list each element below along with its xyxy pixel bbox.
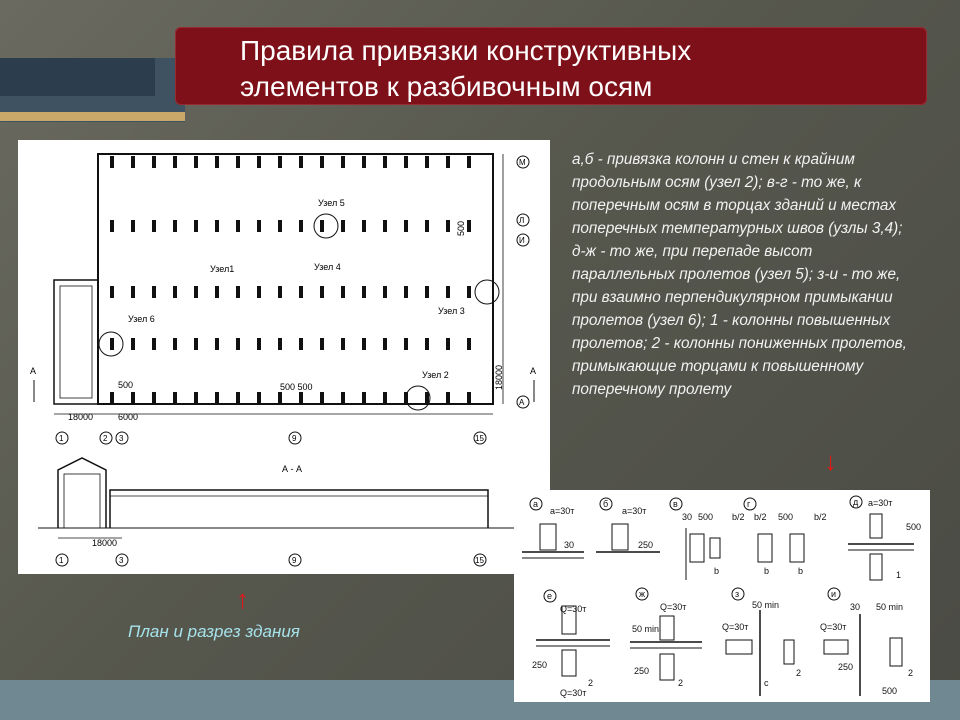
svg-text:и: и	[831, 589, 837, 599]
axis-bubble-section	[474, 554, 486, 566]
column-mark	[425, 338, 429, 350]
column-mark	[341, 220, 345, 232]
column-mark	[299, 392, 303, 404]
column-mark	[446, 286, 450, 298]
column-mark	[383, 156, 387, 168]
dim-label: 500	[456, 220, 466, 236]
column-mark	[215, 392, 219, 404]
section-bay	[64, 474, 100, 528]
svg-text:1: 1	[59, 434, 64, 443]
column-mark	[257, 338, 261, 350]
svg-text:А: А	[519, 398, 525, 407]
column-mark	[215, 338, 219, 350]
column-mark	[383, 392, 387, 404]
node-label: Узел 6	[128, 314, 155, 324]
column-mark	[278, 286, 282, 298]
column-mark	[467, 338, 471, 350]
column-mark	[362, 220, 366, 232]
svg-text:2: 2	[588, 678, 594, 688]
dim-label: 18000	[68, 412, 94, 422]
column-mark	[467, 392, 471, 404]
column-mark	[404, 338, 408, 350]
column-mark	[425, 392, 429, 404]
column-mark	[194, 286, 198, 298]
svg-text:г: г	[747, 499, 751, 509]
detail-g	[732, 498, 827, 576]
column-mark	[425, 156, 429, 168]
detail-b	[596, 498, 660, 552]
svg-text:30: 30	[564, 540, 575, 550]
column-mark	[341, 156, 345, 168]
slide-title: Правила привязки конструктивных элементов к разбивочным осям	[240, 35, 692, 102]
axis-bubble-bottom	[289, 432, 301, 444]
column-mark	[236, 156, 240, 168]
column-mark	[173, 392, 177, 404]
svg-text:Q=30т: Q=30т	[560, 604, 587, 614]
detail-d	[848, 496, 921, 580]
column-mark	[194, 156, 198, 168]
column-mark	[299, 156, 303, 168]
column-mark	[131, 338, 135, 350]
axis-bubble-section	[116, 554, 128, 566]
svg-text:c: c	[764, 678, 769, 688]
node-label: Узел 3	[438, 306, 465, 316]
column-mark	[299, 338, 303, 350]
column-mark	[299, 286, 303, 298]
svg-text:b/2: b/2	[754, 512, 767, 522]
column-mark	[110, 156, 114, 168]
column-mark	[446, 338, 450, 350]
node-label: Узел 5	[318, 198, 345, 208]
column-mark	[152, 220, 156, 232]
column-mark	[278, 392, 282, 404]
svg-text:50 min: 50 min	[752, 600, 780, 610]
svg-text:3: 3	[119, 556, 124, 565]
column-mark	[425, 220, 429, 232]
column-grid	[110, 156, 471, 404]
axis-bubble-section	[289, 554, 301, 566]
axis-bubble-right	[517, 156, 529, 168]
column-mark	[299, 220, 303, 232]
node-circle	[314, 214, 338, 238]
dim-label: 18000	[92, 538, 118, 548]
axis-bubble-bottom	[56, 432, 68, 444]
svg-text:з: з	[735, 589, 740, 599]
svg-text:9: 9	[292, 434, 297, 443]
svg-text:И: И	[519, 236, 525, 245]
column-mark	[446, 156, 450, 168]
svg-text:9: 9	[292, 556, 297, 565]
svg-text:50 min: 50 min	[876, 602, 904, 612]
column-mark	[215, 220, 219, 232]
decor-gold-line	[0, 112, 185, 121]
section-mark: А	[30, 366, 37, 376]
detail-i	[820, 588, 913, 696]
svg-text:500: 500	[882, 686, 898, 696]
details-svg	[514, 490, 930, 702]
plan-svg	[18, 140, 550, 574]
column-mark	[194, 338, 198, 350]
svg-text:b: b	[714, 566, 720, 576]
axis-bubble-section	[56, 554, 68, 566]
svg-text:Л: Л	[519, 216, 525, 225]
column-mark	[236, 220, 240, 232]
node-details-drawing	[514, 490, 930, 702]
column-mark	[257, 220, 261, 232]
column-mark	[236, 286, 240, 298]
detail-a	[522, 498, 584, 558]
svg-text:2: 2	[796, 668, 802, 678]
svg-text:500: 500	[778, 512, 794, 522]
column-mark	[257, 286, 261, 298]
svg-text:15: 15	[475, 556, 484, 565]
axis-bubble-bottom	[474, 432, 486, 444]
column-mark	[152, 392, 156, 404]
svg-text:д: д	[853, 497, 859, 507]
column-mark	[341, 286, 345, 298]
arrow-down-icon: ↓	[824, 446, 837, 476]
svg-text:b: b	[764, 566, 770, 576]
column-mark	[362, 156, 366, 168]
axis-bubble-right	[517, 234, 529, 246]
svg-text:Q=30т: Q=30т	[722, 622, 749, 632]
column-mark	[404, 286, 408, 298]
column-mark	[173, 220, 177, 232]
svg-text:1: 1	[59, 556, 64, 565]
svg-text:Q=30т: Q=30т	[560, 688, 587, 698]
column-mark	[110, 338, 114, 350]
column-mark	[278, 220, 282, 232]
svg-text:500: 500	[906, 522, 922, 532]
plan-annex	[54, 280, 98, 404]
axis-bubble-bottom	[116, 432, 128, 444]
dim-label: 6000	[118, 412, 139, 422]
building-plan-drawing	[18, 140, 550, 574]
column-mark	[152, 286, 156, 298]
svg-text:15: 15	[475, 434, 484, 443]
column-mark	[215, 286, 219, 298]
column-mark	[110, 392, 114, 404]
detail-v	[670, 498, 720, 580]
svg-text:Q=30т: Q=30т	[820, 622, 847, 632]
svg-text:30: 30	[850, 602, 861, 612]
column-mark	[404, 220, 408, 232]
column-mark	[173, 338, 177, 350]
svg-text:3: 3	[119, 434, 124, 443]
column-mark	[446, 220, 450, 232]
detail-z	[722, 588, 801, 696]
plan-caption: План и разрез здания	[128, 622, 300, 641]
column-mark	[278, 156, 282, 168]
svg-text:а=30т: а=30т	[550, 506, 575, 516]
svg-text:b/2: b/2	[814, 512, 827, 522]
plan-annex-inner	[60, 286, 92, 398]
column-mark	[194, 220, 198, 232]
column-mark	[173, 156, 177, 168]
column-mark	[446, 392, 450, 404]
column-mark	[131, 286, 135, 298]
section-title: А - А	[282, 464, 303, 474]
column-mark	[320, 286, 324, 298]
svg-text:2: 2	[908, 668, 914, 678]
decor-bar-dark	[0, 58, 155, 96]
column-mark	[320, 220, 324, 232]
column-mark	[320, 392, 324, 404]
svg-text:е: е	[547, 591, 553, 601]
column-mark	[383, 220, 387, 232]
column-mark	[362, 338, 366, 350]
column-mark	[257, 156, 261, 168]
column-mark	[320, 338, 324, 350]
svg-text:2: 2	[678, 678, 684, 688]
description-text: а,б - привязка колонн и стен к крайним продольным осям (узел 2); в-г - то же, к поперечным осям в торцах зданий и местах поперечных температурных швов (узлы 3,4); д-ж - то же, при перепаде высот параллельных пролетов (узел 5); з-и - то же, при взаимно перпендикулярном примыкании пролетов (узел 6); 1 - колонны повышенных пролетов; 2 - колонны пониженных пролетов, примыкающие торцами к повышенному поперечному пролету	[572, 151, 907, 398]
column-mark	[131, 156, 135, 168]
axis-bubble-right	[517, 214, 529, 226]
svg-text:250: 250	[638, 540, 654, 550]
column-mark	[383, 286, 387, 298]
axis-bubble-bottom	[100, 432, 112, 444]
svg-text:Q=30т: Q=30т	[660, 602, 687, 612]
column-mark	[467, 286, 471, 298]
node-label: Узел 4	[314, 262, 341, 272]
column-mark	[383, 338, 387, 350]
svg-text:а=30т: а=30т	[868, 498, 893, 508]
column-mark	[362, 392, 366, 404]
column-mark	[341, 392, 345, 404]
svg-text:b/2: b/2	[732, 512, 745, 522]
column-mark	[110, 220, 114, 232]
svg-text:а=30т: а=30т	[622, 506, 647, 516]
section-mark: А	[530, 366, 537, 376]
arrow-up-icon: ↑	[236, 584, 249, 614]
svg-text:б: б	[603, 499, 609, 509]
section-gable	[58, 458, 106, 528]
detail-e	[532, 590, 610, 698]
column-mark	[173, 286, 177, 298]
column-mark	[257, 392, 261, 404]
detail-zh	[630, 588, 702, 688]
column-mark	[131, 220, 135, 232]
column-mark	[404, 156, 408, 168]
column-mark	[131, 392, 135, 404]
svg-text:М: М	[519, 158, 526, 167]
svg-text:b: b	[798, 566, 804, 576]
column-mark	[215, 156, 219, 168]
dim-label: 500 500	[280, 382, 313, 392]
column-mark	[278, 338, 282, 350]
column-mark	[236, 392, 240, 404]
svg-text:500: 500	[698, 512, 714, 522]
column-mark	[152, 338, 156, 350]
svg-text:250: 250	[532, 660, 548, 670]
column-mark	[362, 286, 366, 298]
column-mark	[152, 156, 156, 168]
svg-text:30: 30	[682, 512, 693, 522]
dim-label: 500	[118, 380, 134, 390]
axis-bubble-right	[517, 396, 529, 408]
svg-text:2: 2	[103, 434, 108, 443]
svg-text:1: 1	[896, 570, 902, 580]
column-mark	[467, 220, 471, 232]
svg-text:в: в	[673, 499, 678, 509]
svg-text:а: а	[533, 499, 539, 509]
svg-text:ж: ж	[639, 589, 646, 599]
dim-label: 18000	[494, 364, 504, 390]
column-mark	[425, 286, 429, 298]
node-circle	[475, 280, 499, 304]
column-mark	[110, 286, 114, 298]
svg-text:50 min: 50 min	[632, 624, 660, 634]
column-mark	[236, 338, 240, 350]
column-mark	[194, 392, 198, 404]
svg-text:250: 250	[838, 662, 854, 672]
node-label: Узел1	[210, 264, 235, 274]
column-mark	[341, 338, 345, 350]
column-mark	[467, 156, 471, 168]
svg-text:250: 250	[634, 666, 650, 676]
node-label: Узел 2	[422, 370, 449, 380]
column-mark	[320, 156, 324, 168]
plan-outline	[98, 154, 493, 404]
